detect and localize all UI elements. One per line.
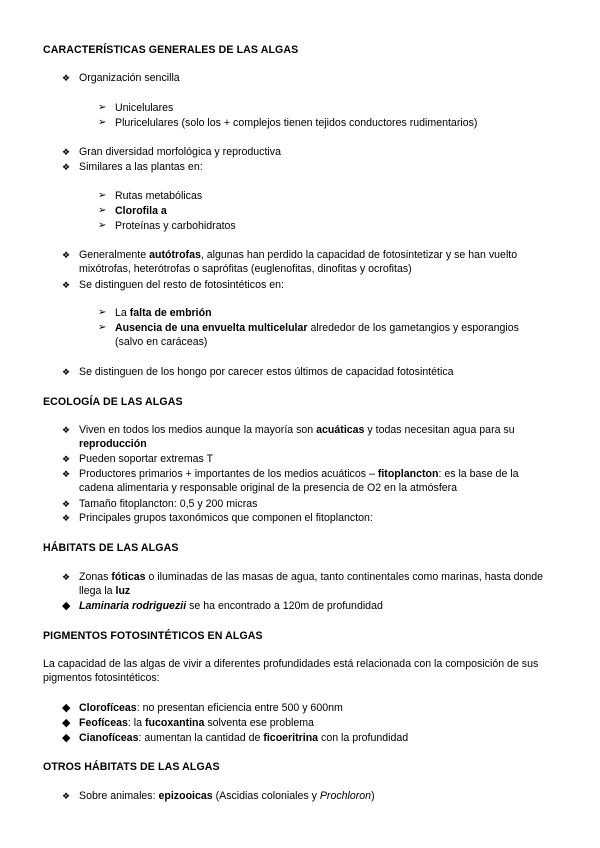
diamond-bullet-icon: ❖ [62, 499, 71, 509]
arrow-bullet-icon: ➢ [98, 307, 107, 318]
diamond-bullet-icon: ❖ [62, 162, 71, 172]
diamond-bullet-icon: ❖ [62, 367, 71, 377]
arrow-bullet-icon: ➢ [98, 102, 107, 113]
heading-caracteristicas: CARACTERÍSTICAS GENERALES DE LAS ALGAS [43, 44, 299, 56]
arrow-bullet-icon: ➢ [98, 220, 107, 231]
intro-paragraph: La capacidad de las algas de vivir a diferentes profundidades está relacionada con la composición de sus pigmentos fotosintéticos: [43, 658, 539, 684]
solid-diamond-bullet-icon: ◆ [62, 717, 71, 729]
diamond-bullet-icon: ❖ [62, 469, 71, 479]
solid-diamond-bullet-icon: ◆ [62, 600, 71, 612]
arrow-bullet-icon: ➢ [98, 205, 107, 216]
heading-ecologia: ECOLOGÍA DE LAS ALGAS [43, 396, 183, 408]
solid-diamond-bullet-icon: ◆ [62, 702, 71, 714]
arrow-bullet-icon: ➢ [98, 190, 107, 201]
diamond-bullet-icon: ❖ [62, 147, 71, 157]
heading-pigmentos: PIGMENTOS FOTOSINTÉTICOS EN ALGAS [43, 630, 263, 642]
diamond-bullet-icon: ❖ [62, 250, 71, 260]
arrow-bullet-icon: ➢ [98, 322, 107, 333]
document-page: CARACTERÍSTICAS GENERALES DE LAS ALGAS ❖ Organización sencilla ➢ Unicelulares ➢ Pluricelulares (solo los + complejos tienen tejidos conductores rudimentarios) ❖ Gran diversidad morfológica y reproductiva ❖ Similares a las plantas en: ➢ Rutas metabólicas ➢ Clorofila a ➢ Proteínas y carbohidratos ❖ Generalmente autótrofas, algunas han perdido la capacidad de fotosintetizar y se han vuelto mixótrofas, heterótrofas o saprófitas (euglenofitas, dinofitas y ocrofitas) ❖ Se distinguen del resto de fotosintéticos en: ➢ La falta de embrión ➢ Ausencia de una envuelta multicelular alrededor de los gametangios y esporangios (salvo en caráceas) ❖ Se distinguen de los hongo por carecer estos últimos de capacidad fotosintética ECOLOGÍA DE LAS ALGAS ❖ Viven en todos los medios aunque la mayoría son acuáticas y todas necesitan agua para su reproducción ❖ Pueden soportar extremas T ❖ Productores primarios + importantes de los medios acuáticos – fitoplancton: es la base de la cadena alimentaria y responsable original de la presencia de O2 en la atmósfera ❖ Tamaño fitoplancton: 0,5 y 200 micras ❖ Principales grupos taxonómicos que componen el fitoplancton: HÁBITATS DE LAS ALGAS ❖ Zonas fóticas o iluminadas de las masas de agua, tanto continentales como marinas, hasta donde llega la luz ◆ Laminaria rodriguezii se ha encontrado a 120m de profundidad PIGMENTOS FOTOSINTÉTICOS EN ALGAS La capacidad de las algas de vivir a diferentes profundidades está relacionada con la composición de sus pigmentos fotosintéticos: ◆ Clorofíceas: no presentan eficiencia entre 500 y 600nm ◆ Feofíceas: la fucoxantina solventa ese problema ◆ Cianofíceas: aumentan la cantidad de ficoeritrina con la profundidad OTROS HÁBITATS DE LAS ALGAS ❖ Sobre animales: epizooicas (Ascidias coloniales y Prochloron) [0, 0, 600, 848]
diamond-bullet-icon: ❖ [62, 73, 71, 83]
diamond-bullet-icon: ❖ [62, 791, 71, 801]
diamond-bullet-icon: ❖ [62, 454, 71, 464]
diamond-bullet-icon: ❖ [62, 513, 71, 523]
diamond-bullet-icon: ❖ [62, 425, 71, 435]
diamond-bullet-icon: ❖ [62, 572, 71, 582]
diamond-bullet-icon: ❖ [62, 280, 71, 290]
heading-habitats: HÁBITATS DE LAS ALGAS [43, 542, 179, 554]
heading-otros: OTROS HÁBITATS DE LAS ALGAS [43, 761, 220, 773]
arrow-bullet-icon: ➢ [98, 117, 107, 128]
solid-diamond-bullet-icon: ◆ [62, 732, 71, 744]
